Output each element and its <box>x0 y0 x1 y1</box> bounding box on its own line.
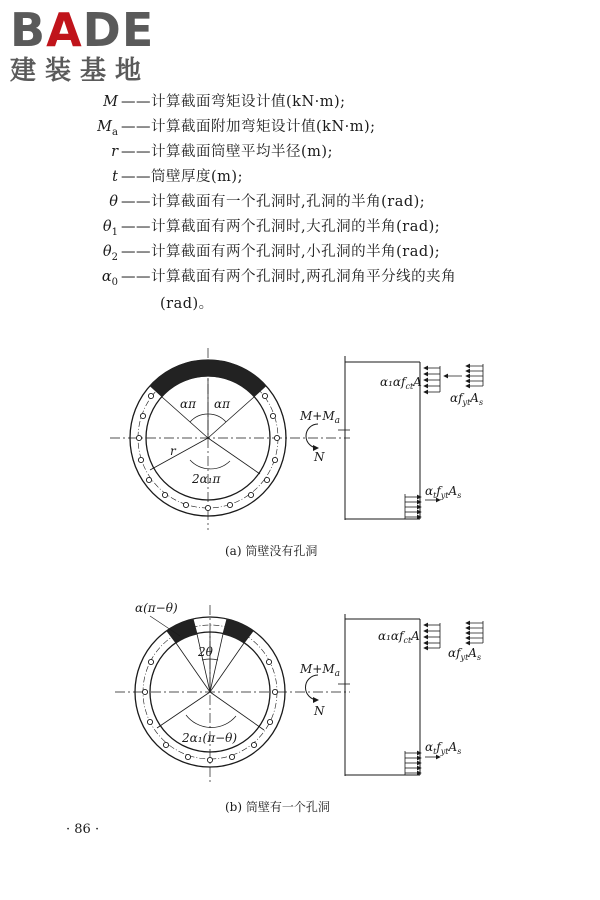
figure-a <box>110 348 483 530</box>
logo-wordmark: BADE <box>10 3 155 57</box>
svg-text:2θ: 2θ <box>198 645 213 659</box>
svg-text:M+Ma: $M+M_a$ <box>300 662 341 679</box>
svg-text:α(π−θ): α(π−θ) <box>135 601 178 615</box>
svg-text:α₁αfctA: $\alpha_1\alpha f_{ct}A$ <box>378 629 420 645</box>
figure-b-caption: (b) 筒壁有一个孔洞 <box>225 800 330 814</box>
svg-text:αfytAs: $\alpha f_{yt}A_s$ <box>448 646 482 662</box>
compression-block-right <box>223 619 253 643</box>
svg-text:2α₁π: 2α₁π <box>192 472 221 486</box>
logo-subtitle: 建装基地 <box>10 56 151 86</box>
svg-text:απ: απ <box>214 397 230 411</box>
svg-text:M+Ma: $M+M_a$ <box>300 409 341 426</box>
svg-text:αfytAs: $\alpha f_{yt}A_s$ <box>450 391 484 407</box>
svg-text:N: N <box>314 450 325 464</box>
svg-text:r: r <box>170 444 176 458</box>
figure-b <box>115 605 483 785</box>
svg-text:αtfytAs: $\alpha_tf_{yt}A_s$ <box>425 740 462 756</box>
svg-text:απ: απ <box>180 397 196 411</box>
figure-a-caption: (a) 筒壁没有孔洞 <box>225 544 318 558</box>
page-number: · 86 · <box>66 822 100 837</box>
svg-text:N: N <box>314 704 325 718</box>
svg-text:2α₁(π−θ): 2α₁(π−θ) <box>182 731 238 745</box>
definition-continuation: (rad)。 <box>160 296 214 312</box>
compression-arrows <box>424 364 483 392</box>
compression-block-left <box>167 619 197 643</box>
svg-text:αtfytAs: $\alpha_tf_{yt}A_s$ <box>425 484 462 500</box>
svg-text:α₁αfctA: $\alpha_1\alpha f_{ct}A$ <box>380 375 422 391</box>
figure-a-labels <box>170 375 483 500</box>
